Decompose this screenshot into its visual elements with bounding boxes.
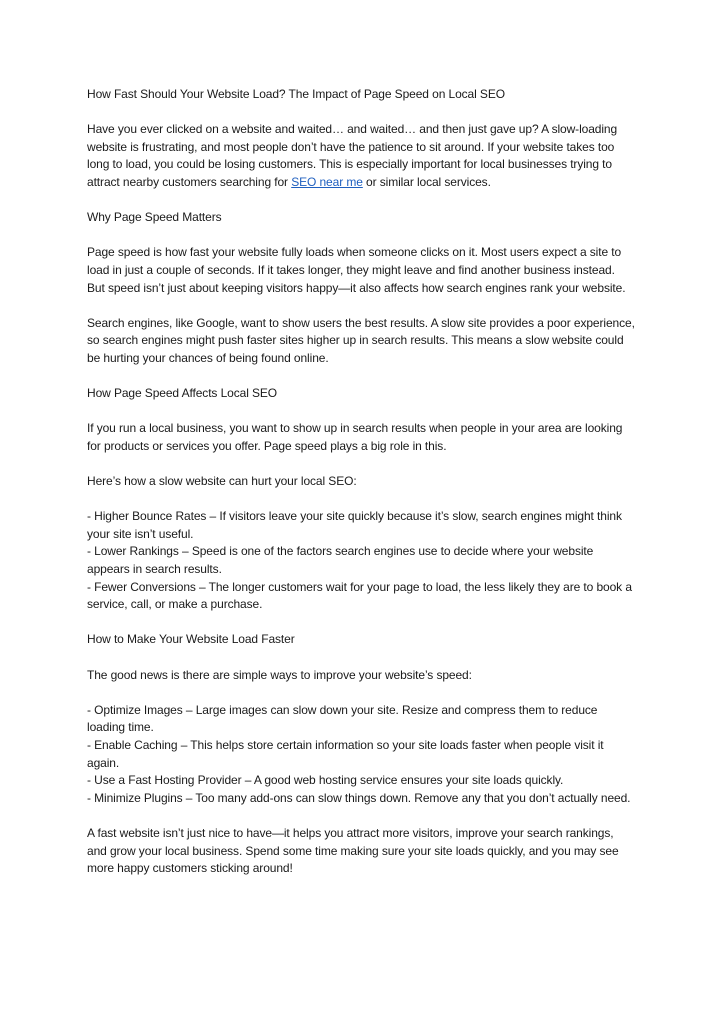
document-page [87,86,635,895]
intro-text-after-link: or similar local services. [362,174,491,189]
list-item-optimize-images: - Optimize Images – Large images can slow down your site. Resize and compress them to reduce loading time. [87,702,598,735]
why-page-speed-paragraph-1: Page speed is how fast your website fully loads when someone clicks on it. Most users expect a site to load in just a couple of seconds. If it takes longer, they might leave and find another business instead. But speed isn’t just about keeping visitors happy—it also affects how search engines rank your website. [87,245,626,295]
section-heading-load-faster: How to Make Your Website Load Faster [87,632,295,647]
list-item-lower-rankings: - Lower Rankings – Speed is one of the factors search engines use to decide where your website appears in search results. [87,544,594,577]
list-item-fast-hosting: - Use a Fast Hosting Provider – A good web hosting service ensures your site loads quickly. [87,773,564,788]
local-seo-paragraph-1: If you run a local business, you want to show up in search results when people in your area are looking for products or services you offer. Page speed plays a big role in this. [87,421,623,453]
section-heading-local-seo: How Page Speed Affects Local SEO [87,386,278,401]
intro-text-before-link: Have you ever clicked on a website and waited… and waited… and then just gave up? A slow-loading website is frustrating, and most people don’t have the patience to sit around. If your website takes too long to load, you could be losing customers. This is especially important for local businesses trying to attract nearby customers searching for [87,122,618,189]
list-item-fewer-conversions: - Fewer Conversions – The longer customers wait for your page to load, the less likely they are to book a service, call, or make a purchase. [87,579,632,612]
list-item-minimize-plugins: - Minimize Plugins – Too many add-ons can slow things down. Remove any that you don’t actually need. [87,790,631,805]
document-title: How Fast Should Your Website Load? The Impact of Page Speed on Local SEO [87,87,505,101]
conclusion-paragraph: A fast website isn’t just nice to have—it helps you attract more visitors, improve your search rankings, and grow your local business. Spend some time making sure your site loads quickly, and you may see more happy customers sticking around! [87,825,619,876]
local-seo-paragraph-2: Here’s how a slow website can hurt your local SEO: [87,474,357,489]
list-item-bounce-rates: - Higher Bounce Rates – If visitors leave your site quickly because it’s slow, search engines might think your site isn’t useful. [87,509,622,541]
seo-near-me-link[interactable]: SEO near me [291,174,363,189]
list-item-enable-caching: - Enable Caching – This helps store certain information so your site loads faster when people visit it again. [87,737,604,770]
load-faster-paragraph: The good news is there are simple ways to improve your website’s speed: [87,667,472,682]
intro-paragraph [87,121,635,191]
section-heading-why-page-speed: Why Page Speed Matters [87,210,222,225]
why-page-speed-paragraph-2: Search engines, like Google, want to show users the best results. A slow site provides a poor experience, so search engines might push faster sites higher up in search results. This means a slow website could be hurting your chances of being found online. [87,315,635,365]
